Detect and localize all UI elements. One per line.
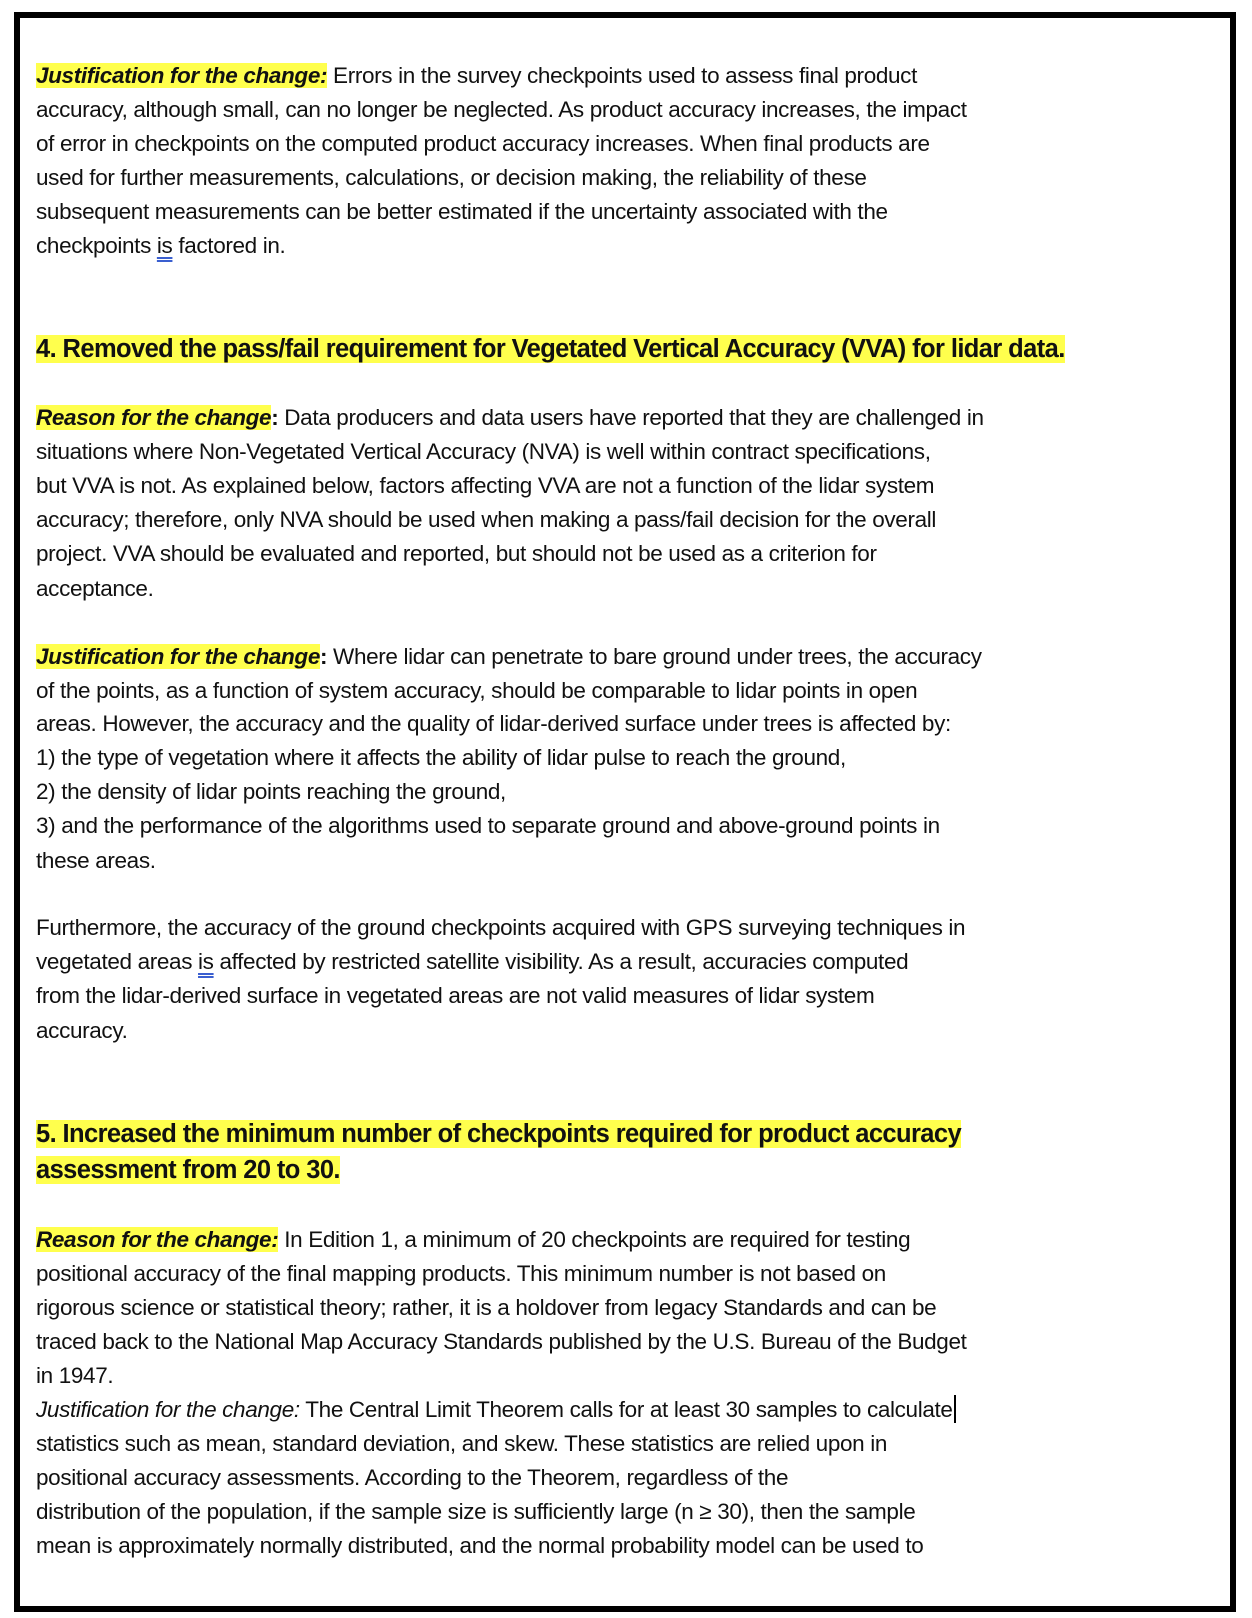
grammar-suggestion-mark[interactable]: is xyxy=(198,949,214,974)
text-line: vegetated areas is affected by restricted satellite visibility. As a result, accuracies computed xyxy=(36,949,909,974)
text-line: Furthermore, the accuracy of the ground checkpoints acquired with GPS surveying techniques in xyxy=(36,915,966,940)
text-line: Reason for the change: In Edition 1, a minimum of 20 checkpoints are required for testing xyxy=(36,1227,911,1252)
text-line: these areas. xyxy=(36,848,156,873)
text-line: rigorous science or statistical theory; rather, it is a holdover from legacy Standards and can be xyxy=(36,1295,937,1320)
text-line: Reason for the change: Data producers and data users have reported that they are challenged in xyxy=(36,405,984,430)
highlighted-label: Reason for the change xyxy=(36,405,272,430)
text-line: acceptance. xyxy=(36,576,154,601)
highlighted-label: Justification for the change: xyxy=(36,63,328,88)
text-line: 3) and the performance of the algorithms used to separate ground and above-ground points in xyxy=(36,813,940,838)
text-line: traced back to the National Map Accuracy Standards published by the U.S. Bureau of the Budget xyxy=(36,1329,967,1354)
text-line: situations where Non-Vegetated Vertical Accuracy (NVA) is well within contract specifications, xyxy=(36,439,931,464)
grammar-suggestion-mark[interactable]: is xyxy=(156,233,173,258)
italic-label: Justification for the change: xyxy=(36,1397,300,1422)
text-line: subsequent measurements can be better estimated if the uncertainty associated with the xyxy=(36,199,888,224)
text-line: Justification for the change: Where lidar can penetrate to bare ground under trees, the accuracy xyxy=(36,644,982,669)
text-line: 1) the type of vegetation where it affects the ability of lidar pulse to reach the ground, xyxy=(36,745,846,770)
document-page-frame: Justification for the change: Errors in the survey checkpoints used to assess final product accuracy, although small, can no longer be neglected. As product accuracy increases, the impact of error in checkpoints on the computed product accuracy increases. When final products are used for further measurements, calculations, or decision making, the reliability of these subsequent measurements can be better estimated if the uncertainty associated with the checkpoints is factored in. 4. Removed the pass/fail requirement for Vegetated Vertical Accuracy (VVA) for lidar data. Reason for the change: Data producers and data users have reported that they are challenged in situations where Non-Vegetated Vertical Accuracy (NVA) is well within contract specifications, but VVA is not. As explained below, factors affecting VVA are not a function of the lidar system accuracy; therefore, only NVA should be used when making a pass/fail decision for the overall project. VVA should be evaluated and reported, but should not be used as a criterion for acceptance. Justification for the change: Where lidar can penetrate to bare ground under trees, the accuracy of the points, as a function of system accuracy, should be comparable to lidar points in open areas. However, the accuracy and the quality of lidar-derived surface under trees is affected by: 1) the type of vegetation where it affects the ability of lidar pulse to reach the ground, 2) the density of lidar points reaching the ground, 3) and the performance of the algorithms used to separate ground and above-ground points in these areas. Furthermore, the accuracy of the ground checkpoints acquired with GPS surveying techniques in vegetated areas is affected by restricted satellite visibility. As a result, accuracies computed from the lidar-derived surface in vegetated areas are not valid measures of lidar system accuracy. 5. Increased the minimum number of checkpoints required for product accuracy assessment from 20 to 30. Reason for the change: In Edition 1, a minimum of 20 checkpoints are required for testing positional accuracy of the final mapping products. This minimum number is not based on rigorous science or statistical theory; rather, it is a holdover from legacy Standards and can be traced back to the National Map Accuracy Standards published by the U.S. Bureau of the Budget in 1947. Justification for the change: The Central Limit Theorem calls for at least 30 samples to calculate statistics such as mean, standard deviation, and skew. These statistics are relied upon in positional accuracy assessments. According to the Theorem, regardless of the distribution of the population, if the sample size is sufficiently large (n ≥ 30), then the sample mean is approximately normally distributed, and the normal probability model can be used to xyxy=(14,12,1236,1612)
text-line: accuracy; therefore, only NVA should be used when making a pass/fail decision for the overall xyxy=(36,507,937,532)
text-line: statistics such as mean, standard deviation, and skew. These statistics are relied upon in xyxy=(36,1431,888,1456)
text-line: used for further measurements, calculations, or decision making, the reliability of these xyxy=(36,165,867,190)
text-line: of error in checkpoints on the computed product accuracy increases. When final products are xyxy=(36,131,930,156)
text-line: 2) the density of lidar points reaching the ground, xyxy=(36,779,506,804)
text-line: of the points, as a function of system accuracy, should be comparable to lidar points in open xyxy=(36,678,918,703)
text-line: Justification for the change: Errors in the survey checkpoints used to assess final product xyxy=(36,63,917,88)
text-line: areas. However, the accuracy and the quality of lidar-derived surface under trees is affected by: xyxy=(36,711,951,736)
highlighted-label: Reason for the change: xyxy=(36,1227,279,1252)
highlighted-label: Justification for the change xyxy=(36,644,320,669)
text-line: project. VVA should be evaluated and reported, but should not be used as a criterion for xyxy=(36,541,877,566)
text-line: accuracy, although small, can no longer be neglected. As product accuracy increases, the impact xyxy=(36,97,967,122)
text-cursor xyxy=(954,1395,956,1423)
text-line: but VVA is not. As explained below, factors affecting VVA are not a function of the lidar system xyxy=(36,473,935,498)
text-line: checkpoints is factored in. xyxy=(36,233,286,258)
text-line: positional accuracy assessments. According to the Theorem, regardless of the xyxy=(36,1465,789,1490)
text-line: accuracy. xyxy=(36,1018,128,1043)
text-line: distribution of the population, if the sample size is sufficiently large (n ≥ 30), then the sample xyxy=(36,1499,916,1524)
text-line: from the lidar-derived surface in vegetated areas are not valid measures of lidar system xyxy=(36,983,875,1008)
section-heading-4: 4. Removed the pass/fail requirement for Vegetated Vertical Accuracy (VVA) for lidar data. xyxy=(36,335,1065,363)
text-line: in 1947. xyxy=(36,1363,114,1388)
text-line: Justification for the change: The Central Limit Theorem calls for at least 30 samples to calculate xyxy=(36,1393,956,1427)
text-line: mean is approximately normally distributed, and the normal probability model can be used to xyxy=(36,1533,924,1558)
text-line: positional accuracy of the final mapping products. This minimum number is not based on xyxy=(36,1261,886,1286)
